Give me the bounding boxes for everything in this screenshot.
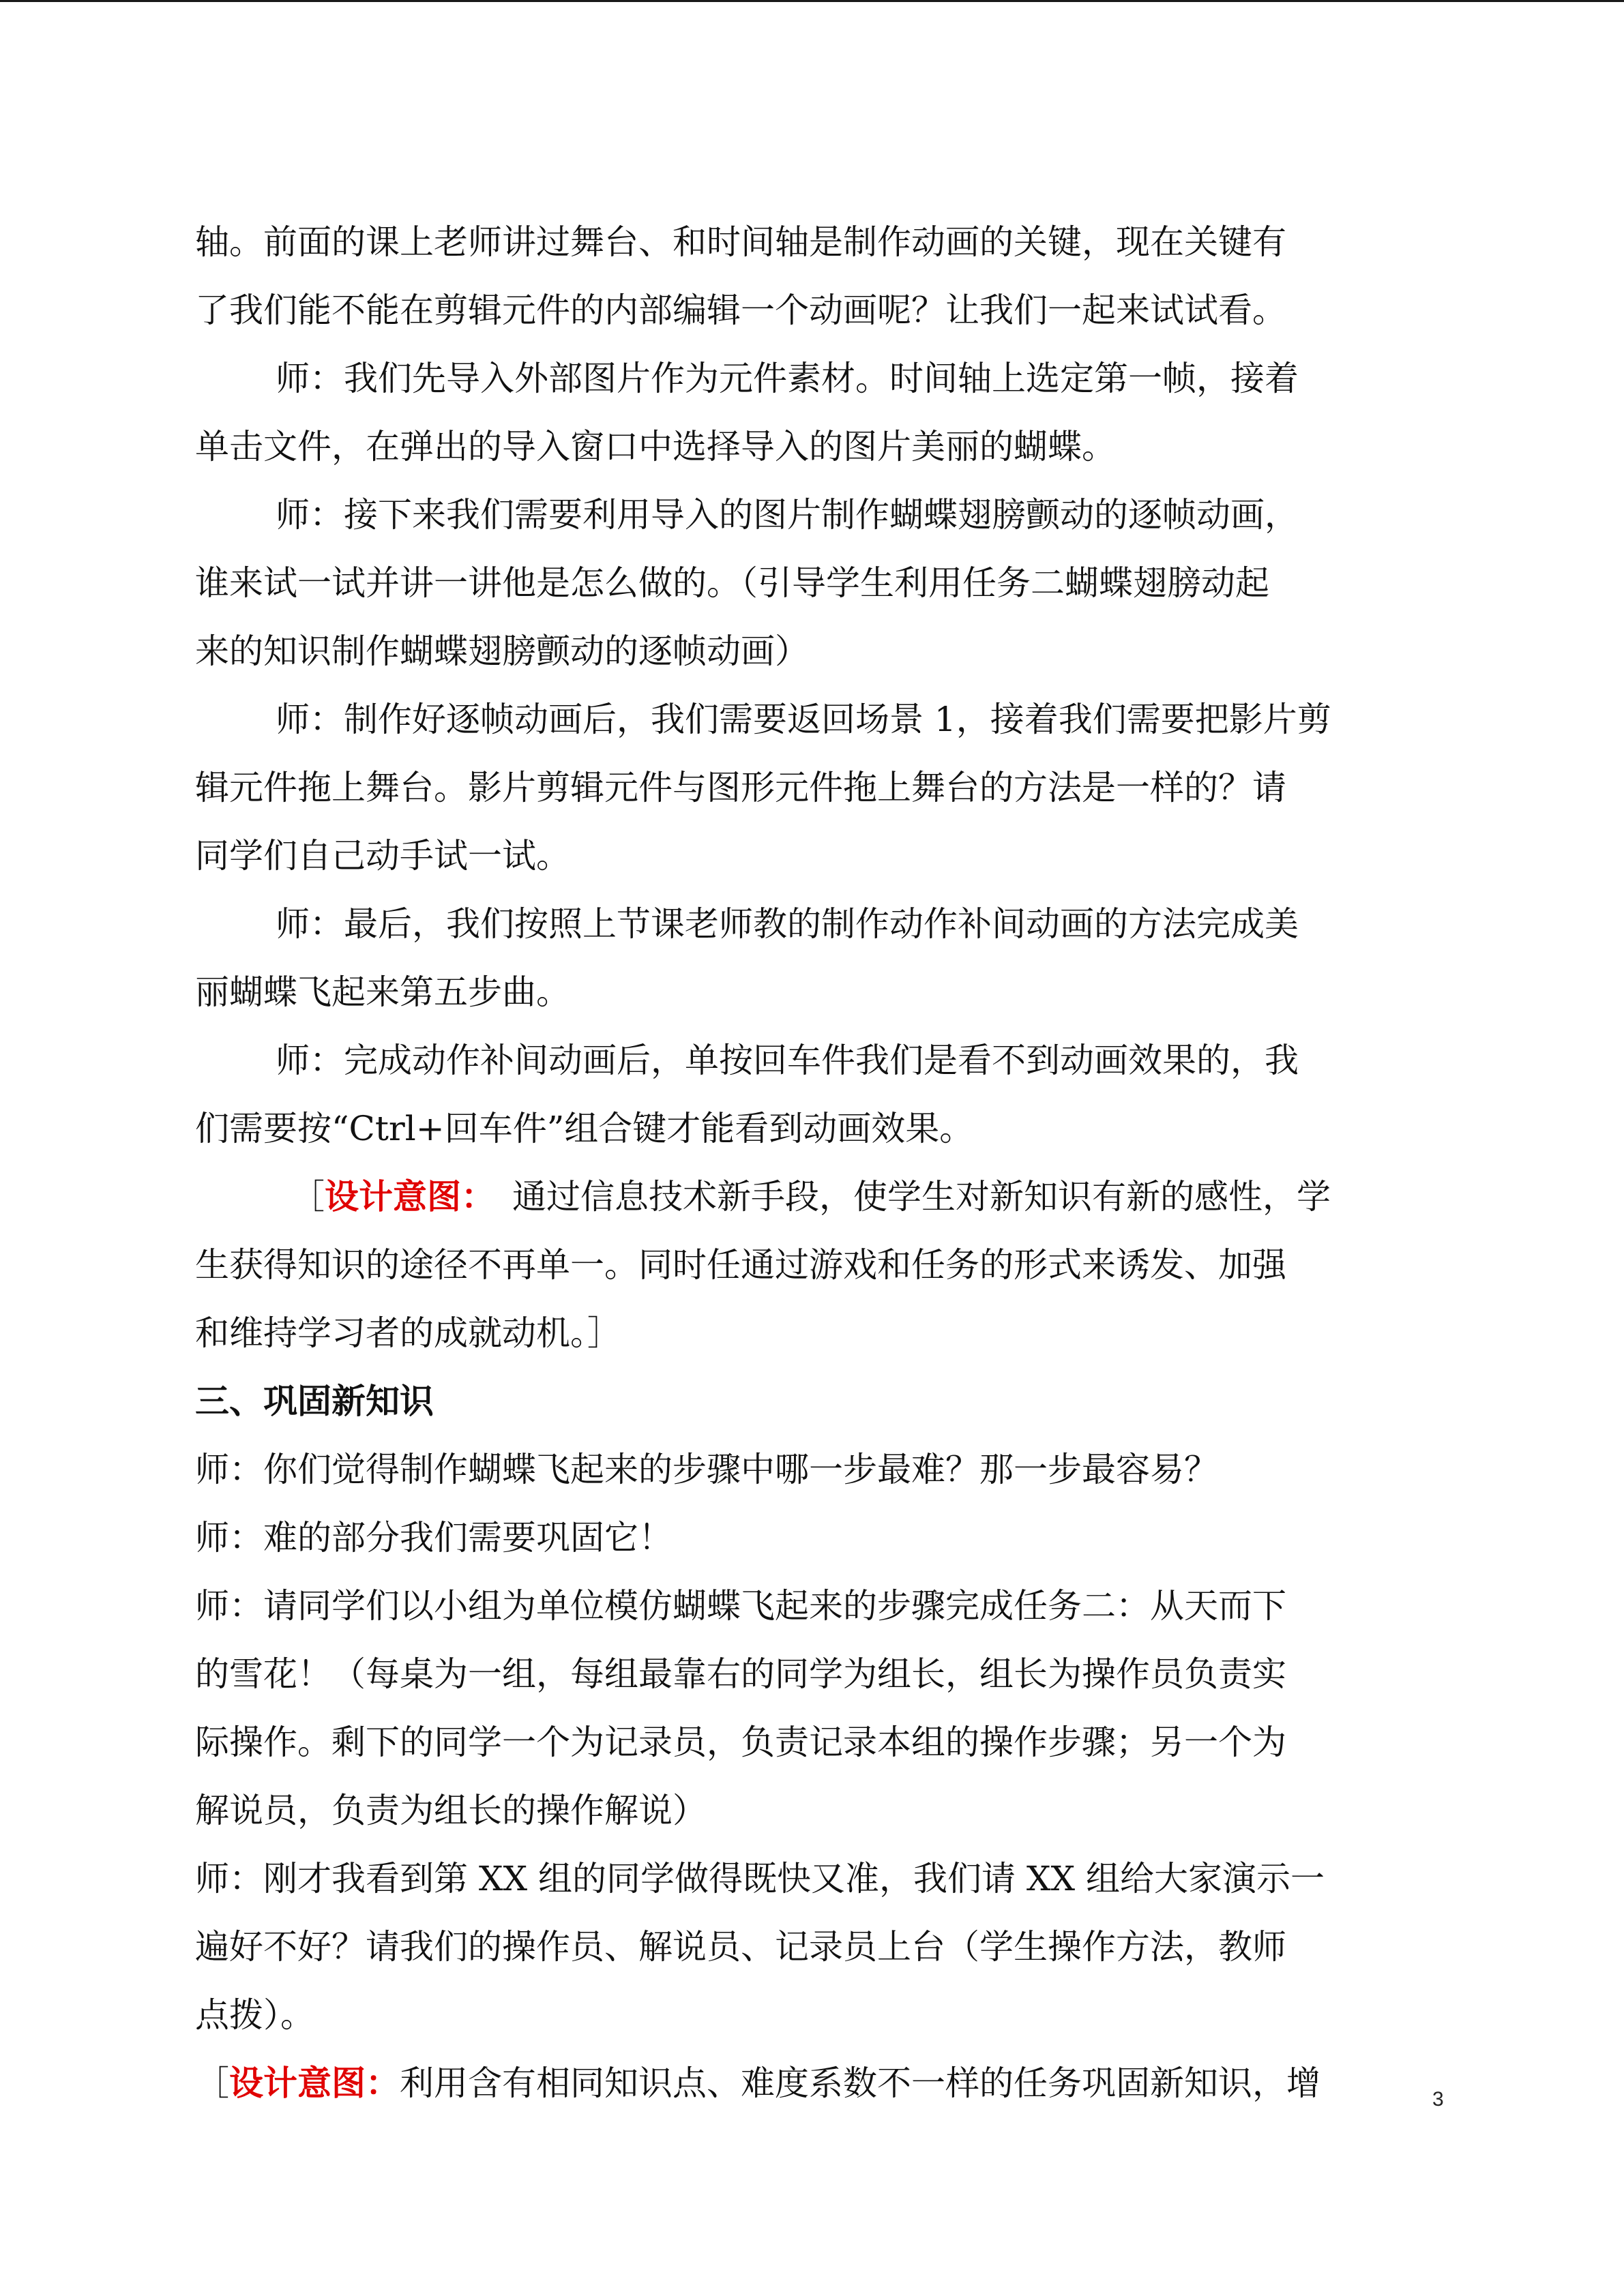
text-line: 师：请同学们以小组为单位模仿蝴蝶飞起来的步骤完成任务二：从天而下 [195,1586,1286,1626]
text-line: 了我们能不能在剪辑元件的内部编辑一个动画呢？让我们一起来试试看。 [195,290,1286,330]
text-line: 师：难的部分我们需要巩固它！ [195,1518,673,1557]
text-line: 辑元件拖上舞台。影片剪辑元件与图形元件拖上舞台的方法是一样的？请 [195,768,1286,807]
text-line: 师：刚才我看到第 XX 组的同学做得既快又准，我们请 XX 组给大家演示一 [195,1859,1325,1898]
bracket-open: ［ [195,2063,229,2103]
bracket-open: ［ [291,1177,325,1217]
text-line: 点拨）。 [195,1995,314,2035]
text-line: 师：接下来我们需要利用导入的图片制作蝴蝶翅膀颤动的逐帧动画， [276,495,1299,535]
document-body [195,208,1457,2117]
text-line: 单击文件，在弹出的导入窗口中选择导入的图片美丽的蝴蝶。 [195,427,1116,466]
text-line: 师：最后，我们按照上节课老师教的制作动作补间动画的方法完成美 [276,904,1299,944]
text-line: 际操作。剩下的同学一个为记录员，负责记录本组的操作步骤；另一个为 [195,1723,1286,1762]
text-line: 生获得知识的途径不再单一。同时任通过游戏和任务的形式来诱发、加强 [195,1245,1286,1285]
text-line: 师：制作好逐帧动画后，我们需要返回场景 1，接着我们需要把影片剪 [276,700,1331,739]
design-intent-label: 设计意图： [325,1177,478,1217]
text-line: 解说员，负责为组长的操作解说） [195,1791,707,1830]
text-line: 同学们自己动手试一试。 [195,836,570,876]
text-line: 师：我们先导入外部图片作为元件素材。时间轴上选定第一帧，接着 [276,359,1299,398]
text-line: 的雪花！（每桌为一组，每组最靠右的同学为组长，组长为操作员负责实 [195,1654,1286,1694]
design-intent-paragraph [195,2049,1457,2117]
section-heading: 三、巩固新知识 [195,1381,434,1421]
text-line: 来的知识制作蝴蝶翅膀颤动的逐帧动画） [195,631,809,671]
text-line: 谁来试一试并讲一讲他是怎么做的。（引导学生利用任务二蝴蝶翅膀动起 [195,563,1269,603]
design-intent-text: 利用含有相同知识点、难度系数不一样的任务巩固新知识，增 [400,2063,1320,2103]
page-number: 3 [1432,2088,1444,2111]
design-intent-paragraph [195,1163,1457,1231]
text-line: 轴。前面的课上老师讲过舞台、和时间轴是制作动画的关键，现在关键有 [195,222,1286,262]
design-intent-label: 设计意图： [229,2063,400,2103]
text-line: 师：你们觉得制作蝴蝶飞起来的步骤中哪一步最难？那一步最容易？ [195,1450,1218,1489]
text-line: 遍好不好？请我们的操作员、解说员、记录员上台（学生操作方法，教师 [195,1927,1286,1967]
page-top-border [0,0,1624,2]
text-line: 师：完成动作补间动画后，单按回车件我们是看不到动画效果的，我 [276,1041,1299,1080]
text-line: 们需要按“Ctrl+回车件”组合键才能看到动画效果。 [195,1109,974,1148]
text-line: 丽蝴蝶飞起来第五步曲。 [195,972,570,1012]
design-intent-text: 通过信息技术新手段，使学生对新知识有新的感性，学 [478,1177,1331,1217]
text-line: 和维持学习者的成就动机。］ [195,1313,621,1353]
